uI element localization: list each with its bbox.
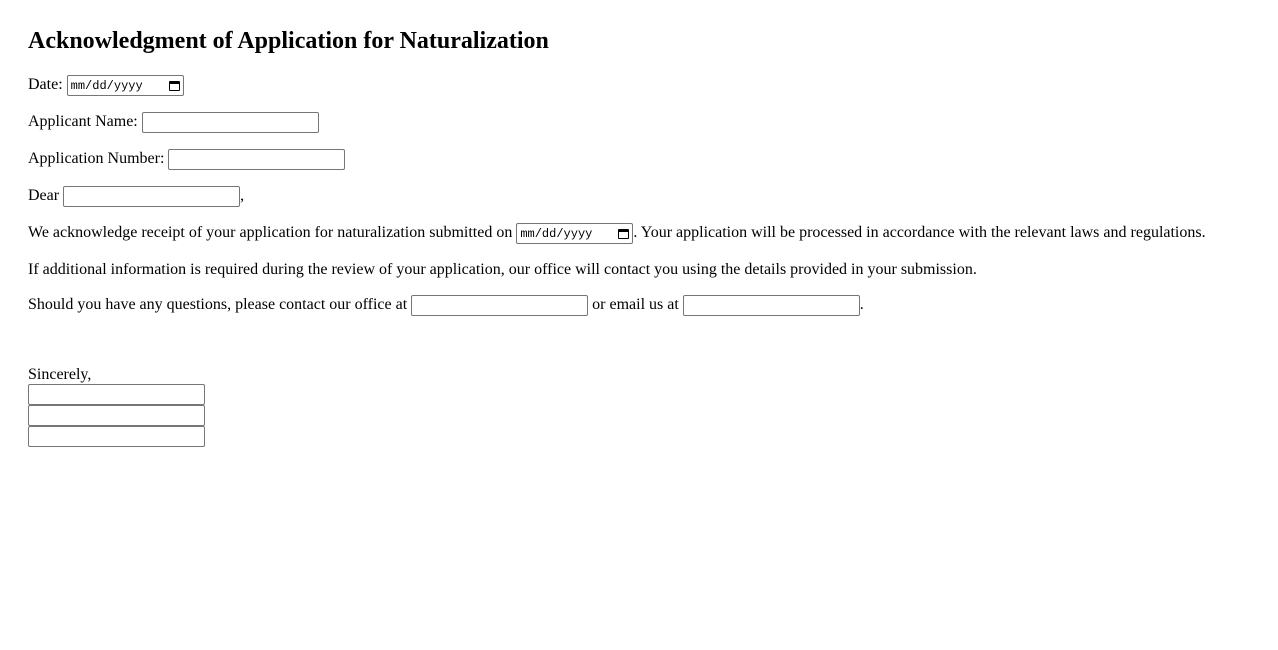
applicant-name-input[interactable] [142, 112, 319, 133]
date-placeholder: mm/dd/yyyy [70, 78, 143, 93]
salutation-comma: , [240, 187, 245, 205]
submission-date-input[interactable] [516, 223, 633, 244]
dear-label: Dear [28, 187, 60, 205]
signature-office-input[interactable] [28, 426, 205, 447]
contact-text-end: . [859, 296, 864, 314]
application-number-label: Application Number: [28, 150, 165, 168]
applicant-name-row [28, 112, 319, 133]
signature-name-input[interactable] [28, 384, 205, 405]
contact-text-middle: or email us at [592, 296, 679, 314]
applicant-name-label: Applicant Name: [28, 113, 138, 131]
signature-block [28, 384, 205, 447]
application-number-input[interactable] [168, 149, 345, 170]
additional-info-text: If additional information is required during the review of your application, our office will contact you using the details provided in your submission. [28, 261, 977, 278]
date-input[interactable] [67, 75, 184, 96]
calendar-icon[interactable] [618, 229, 629, 239]
submission-date-placeholder: mm/dd/yyyy [520, 226, 593, 241]
office-email-input[interactable] [683, 295, 860, 316]
paragraph-receipt [28, 223, 1206, 244]
paragraph-additional-info [28, 260, 977, 280]
closing-row [28, 365, 91, 385]
paragraph-contact [28, 295, 864, 316]
office-phone-input[interactable] [411, 295, 588, 316]
signature-title-input[interactable] [28, 405, 205, 426]
receipt-text-after: . Your application will be processed in accordance with the relevant laws and regulations. [633, 224, 1206, 242]
salutation-row [28, 186, 244, 207]
receipt-text-before: We acknowledge receipt of your application for naturalization submitted on [28, 224, 513, 242]
date-label: Date: [28, 76, 63, 94]
recipient-name-input[interactable] [63, 186, 240, 207]
application-number-row [28, 149, 345, 170]
contact-text-before: Should you have any questions, please contact our office at [28, 296, 408, 314]
date-row [28, 75, 184, 96]
calendar-icon[interactable] [169, 81, 180, 91]
closing-sincerely: Sincerely, [28, 366, 92, 383]
page-title: Acknowledgment of Application for Naturalization [28, 28, 549, 54]
